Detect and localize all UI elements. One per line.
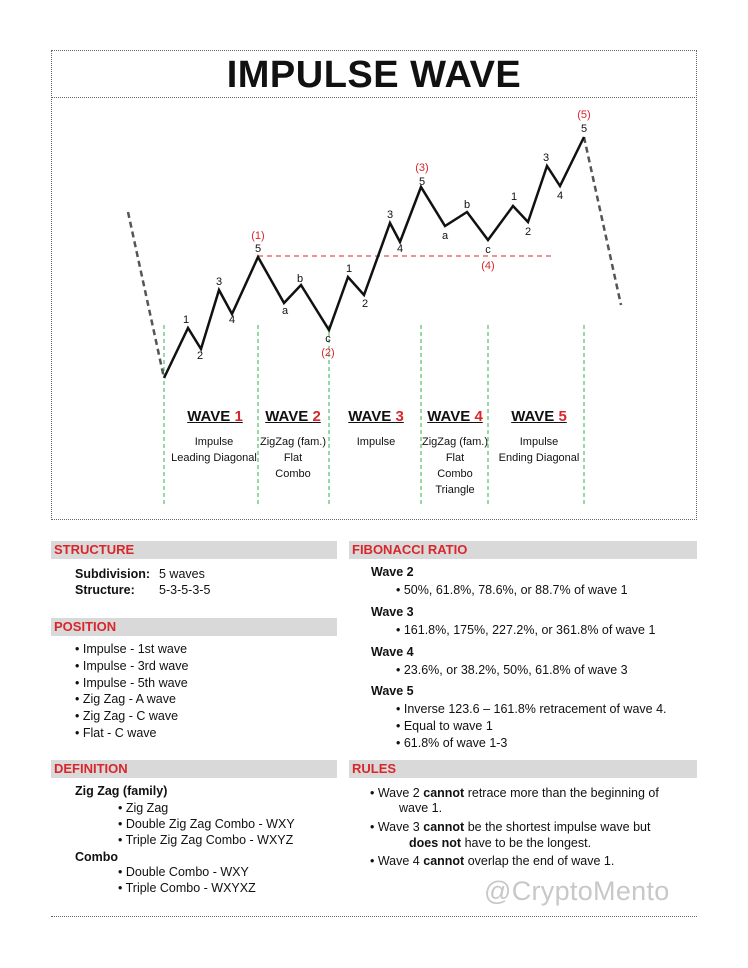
fib-wave5-item: • Inverse 123.6 – 161.8% retracement of wave 4. bbox=[396, 702, 667, 716]
structure-value: 5-3-5-3-5 bbox=[159, 583, 211, 597]
definition-header: DEFINITION bbox=[51, 760, 337, 778]
main-wave-label: (3) bbox=[415, 162, 429, 174]
sub-wave-label: 2 bbox=[361, 298, 369, 310]
fib-wave3-title: Wave 3 bbox=[371, 605, 414, 619]
definition-item: • Double Zig Zag Combo - WXY bbox=[118, 817, 295, 831]
main-wave-label: (1) bbox=[251, 230, 265, 242]
structure-label: Structure: bbox=[75, 583, 135, 597]
position-item: • Impulse - 3rd wave bbox=[75, 659, 189, 673]
page-title: IMPULSE WAVE bbox=[226, 54, 522, 96]
sub-wave-label: 5 bbox=[580, 123, 588, 135]
wave-5-desc: Impulse Ending Diagonal bbox=[498, 436, 580, 464]
exit-dashed-line bbox=[584, 137, 621, 305]
combo-title: Combo bbox=[75, 850, 119, 864]
watermark: @CryptoMento bbox=[484, 876, 670, 906]
sub-wave-label: 2 bbox=[196, 350, 204, 362]
wave-1-desc: Impulse Leading Diagonal bbox=[171, 436, 257, 464]
rule-2-cont: does not have to be the longest. bbox=[409, 836, 592, 850]
sub-wave-label: b bbox=[296, 273, 304, 285]
sub-wave-label: 4 bbox=[228, 314, 236, 326]
wave-1-title: WAVE 1 bbox=[187, 408, 243, 425]
fib-wave5-item: • Equal to wave 1 bbox=[396, 719, 493, 733]
position-item: • Impulse - 5th wave bbox=[75, 676, 188, 690]
fib-wave4-item: • 23.6%, or 38.2%, 50%, 61.8% of wave 3 bbox=[396, 663, 628, 677]
rule-3: • Wave 4 cannot overlap the end of wave 1. bbox=[370, 854, 615, 868]
structure-header: STRUCTURE bbox=[51, 541, 337, 559]
fibonacci-header: FIBONACCI RATIO bbox=[349, 541, 697, 559]
sub-wave-label: c bbox=[485, 244, 491, 256]
fib-wave5-title: Wave 5 bbox=[371, 684, 414, 698]
sub-wave-label: a bbox=[441, 230, 449, 242]
sub-wave-label: 3 bbox=[215, 276, 223, 288]
sub-wave-label: 1 bbox=[345, 263, 353, 275]
wave-3-desc: Impulse bbox=[356, 436, 396, 448]
sub-wave-label: 4 bbox=[396, 243, 404, 255]
sub-wave-label: c bbox=[325, 333, 331, 345]
fib-wave2-item: • 50%, 61.8%, 78.6%, or 88.7% of wave 1 bbox=[396, 583, 628, 597]
position-item: • Impulse - 1st wave bbox=[75, 642, 188, 656]
rule-2: • Wave 3 cannot be the shortest impulse wave but bbox=[370, 820, 651, 834]
main-wave-label: (4) bbox=[481, 260, 495, 272]
fib-wave2-title: Wave 2 bbox=[371, 565, 414, 579]
subdivision-label: Subdivision: bbox=[75, 567, 150, 581]
wave-3-title: WAVE 3 bbox=[348, 408, 404, 425]
definition-item: • Triple Zig Zag Combo - WXYZ bbox=[118, 833, 294, 847]
sub-wave-label: b bbox=[463, 199, 471, 211]
sub-wave-label: 2 bbox=[524, 226, 532, 238]
rule-1: • Wave 2 cannot retrace more than the beginning of bbox=[370, 786, 659, 800]
sub-wave-label: 3 bbox=[542, 152, 550, 164]
definition-item: • Double Combo - WXY bbox=[118, 865, 249, 879]
definition-item: • Triple Combo - WXYXZ bbox=[118, 881, 256, 895]
main-wave-label: (2) bbox=[321, 347, 335, 359]
sub-wave-label: 1 bbox=[510, 191, 518, 203]
wave-5-title: WAVE 5 bbox=[511, 408, 567, 425]
main-wave-label: (5) bbox=[577, 109, 591, 121]
position-header: POSITION bbox=[51, 618, 337, 636]
sub-wave-label: 4 bbox=[556, 190, 564, 202]
position-item: • Zig Zag - A wave bbox=[75, 692, 176, 706]
fib-wave4-title: Wave 4 bbox=[371, 645, 414, 659]
impulse-wave-path bbox=[164, 137, 584, 378]
sub-wave-label: 1 bbox=[182, 314, 190, 326]
definition-item: • Zig Zag bbox=[118, 801, 169, 815]
sub-wave-label: a bbox=[281, 305, 289, 317]
wave-4-title: WAVE 4 bbox=[427, 408, 483, 425]
zigzag-family-title: Zig Zag (family) bbox=[75, 784, 168, 798]
wave-4-desc: ZigZag (fam.) Flat Combo Triangle bbox=[421, 436, 488, 496]
fib-wave5-item: • 61.8% of wave 1-3 bbox=[396, 736, 508, 750]
position-item: • Zig Zag - C wave bbox=[75, 709, 179, 723]
wave-2-desc: ZigZag (fam.) Flat Combo bbox=[259, 436, 326, 480]
sub-wave-label: 5 bbox=[254, 243, 262, 255]
wave-2-title: WAVE 2 bbox=[265, 408, 321, 425]
rules-header: RULES bbox=[349, 760, 697, 778]
sub-wave-label: 5 bbox=[418, 176, 426, 188]
lead-in-dashed-line bbox=[128, 212, 164, 378]
subdivision-value: 5 waves bbox=[159, 567, 205, 581]
bottom-divider bbox=[51, 916, 697, 917]
sub-wave-label: 3 bbox=[386, 209, 394, 221]
rule-1-cont: wave 1. bbox=[399, 801, 443, 815]
fib-wave3-item: • 161.8%, 175%, 227.2%, or 361.8% of wave 1 bbox=[396, 623, 656, 637]
position-item: • Flat - C wave bbox=[75, 726, 157, 740]
